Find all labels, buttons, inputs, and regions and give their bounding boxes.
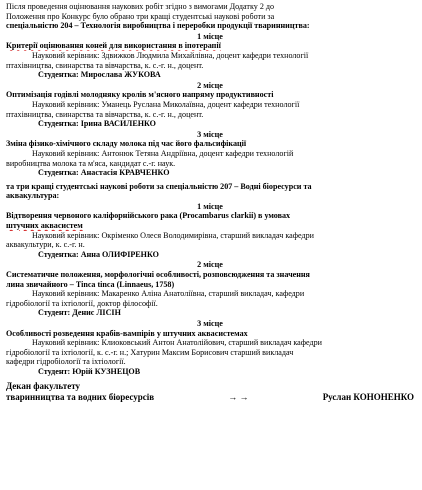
- intro-line: Після проведення оцінювання наукових робіт згідно з вимогами Додатку 2 до: [6, 2, 275, 11]
- work-title: Зміна фізико-хімічного складу молока під час його фальсифікації: [6, 139, 247, 149]
- signature-row: [6, 392, 414, 403]
- place-heading: 1 місце: [197, 31, 223, 41]
- work-title: Особливості розведення крабів-вампірів у штучних аквасистемах: [6, 328, 248, 338]
- advisor-line: гідробіології та іхтіології, доктор філософії.: [6, 298, 158, 308]
- advisor-line: Науковий керівник: Клиоковський Антон Анатолійович, старший викладач кафедри: [32, 338, 323, 348]
- work-title: Відтворення червоного каліфорнійського рака (Procambarus clarkii) в умовах: [6, 211, 291, 221]
- advisor-line: птахівництва, свинарства та вівчарства, к. с.-г. н., доцент.: [6, 109, 204, 119]
- work-title: Критерії оцінювання коней для використання в іпотерапії: [6, 41, 221, 51]
- student-line: Студент: Юрій КУЗНЕЦОВ: [38, 366, 141, 376]
- advisor-line: Науковий керівник: Макаренко Аліна Анатоліївна, старший викладач, кафедри: [32, 289, 305, 299]
- advisor-line: аквакультури, к. с.-г. н.: [6, 240, 85, 250]
- intro-line: спеціальністю 204 – Технологія виробництва і переробки продукції тваринництва:: [6, 21, 310, 31]
- work-title: Систематичне положення, морфологічні особливості, розповсюдження та значення: [6, 270, 310, 280]
- place-heading: 2 місце: [197, 260, 223, 270]
- work-title: штучних аквасистем: [6, 221, 83, 231]
- signature-title: Декан факультету: [6, 380, 81, 391]
- advisor-line: Науковий керівник: Уманець Руслана Миколаївна, доцент кафедри технології: [32, 99, 300, 109]
- advisor-line: птахівництва, свинарства та вівчарства, к. с.-г. н., доцент.: [6, 60, 204, 70]
- advisor-line: кафедри гідробіології та іхтіології.: [6, 357, 126, 367]
- student-line: Студентка: Ірина ВАСИЛЕНКО: [38, 119, 156, 129]
- student-line: Студент: Денис ЛІСІН: [38, 308, 121, 318]
- place-heading: 3 місце: [197, 319, 223, 328]
- student-line: Студентка: Анастасія КРАВЧЕНКО: [38, 168, 170, 178]
- place-heading: 1 місце: [197, 201, 223, 211]
- work-title: лина звичайного – Tinca tinca (Linnaeus, 1758): [6, 279, 175, 289]
- signature-name: Руслан КОНОНЕНКО: [322, 391, 414, 402]
- intro-line: Положення про Конкурс було обрано три кращі студентські наукові роботи за: [6, 11, 275, 21]
- advisor-line: Науковий керівник: Здвижков Людмила Михайлівна, доцент кафедри технології: [32, 50, 309, 60]
- section2-intro-line: аквакультура:: [6, 191, 60, 201]
- work-title: Оптимізація годівлі молодняку кролів м'ясного напряму продуктивності: [6, 90, 274, 100]
- signature-faculty: тваринництва та водних біоресурсів: [6, 391, 155, 402]
- signature-arrows: → →: [228, 391, 249, 402]
- advisor-line: Науковий керівник: Антонюк Тетяна Андріївна, доцент кафедри технологій: [32, 148, 294, 158]
- section2-intro-line: та три кращі студентські наукові роботи за спеціальністю 207 – Водні біоресурси та: [6, 181, 312, 191]
- place-heading: 3 місце: [197, 129, 223, 139]
- student-line: Студентка: Мирослава ЖУКОВА: [38, 70, 161, 80]
- advisor-line: гідробіології та іхтіології, к. с.-г. н.; Хатурин Максим Борисович старший викладач: [6, 347, 294, 357]
- student-line: Студентка: Анна ОЛИФІРЕНКО: [38, 249, 159, 259]
- place-heading: 2 місце: [197, 80, 223, 90]
- advisor-line: Науковий керівник: Окріменко Олеся Володимирівна, старший викладач кафедри: [32, 230, 314, 240]
- advisor-line: виробництва молока та м'яса, кандидат с.-г. наук.: [6, 158, 176, 168]
